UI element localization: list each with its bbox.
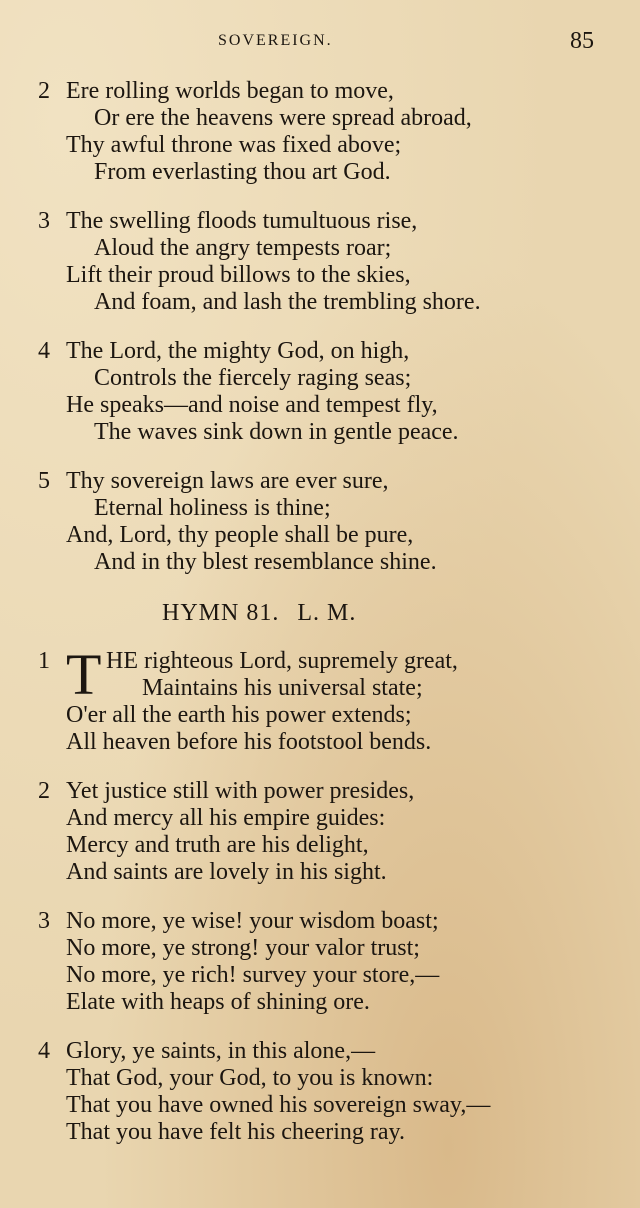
stanza — [38, 908, 598, 1016]
verse-line: Thy awful throne was fixed above; — [66, 132, 402, 158]
verse-line: That you have felt his cheering ray. — [66, 1119, 405, 1145]
verse-line: That God, your God, to you is known: — [66, 1065, 434, 1091]
stanza-number: 1 — [38, 648, 50, 674]
verse-line: Glory, ye saints, in this alone,— — [66, 1038, 376, 1064]
verse-line: Thy sovereign laws are ever sure, — [66, 468, 389, 494]
stanza — [38, 1038, 598, 1146]
hymn-label: HYMN 81. — [162, 600, 280, 626]
verse-line: And in thy blest resemblance shine. — [94, 549, 437, 575]
verse-line-rest: HE righteous Lord, supremely great, — [106, 648, 458, 674]
verse-line: Eternal holiness is thine; — [94, 495, 331, 521]
verse-line: Elate with heaps of shining ore. — [66, 989, 370, 1015]
page-header — [0, 28, 640, 58]
verse-line: The waves sink down in gentle peace. — [94, 419, 459, 445]
hymn-meter: L. M. — [297, 600, 357, 626]
verse-line: Lift their proud billows to the skies, — [66, 262, 411, 288]
verse-line: And mercy all his empire guides: — [66, 805, 386, 831]
verse-line: And foam, and lash the trembling shore. — [94, 289, 481, 315]
stanza — [38, 468, 598, 576]
verse-line: From everlasting thou art God. — [94, 159, 391, 185]
stanza-number: 2 — [38, 778, 50, 804]
verse-line: He speaks—and noise and tempest fly, — [66, 392, 438, 418]
verse-line: Controls the fiercely raging seas; — [94, 365, 412, 391]
verse-line: Maintains his universal state; — [142, 675, 423, 701]
page-number: 85 — [570, 28, 594, 54]
stanza-number: 5 — [38, 468, 50, 494]
stanza-number: 2 — [38, 78, 50, 104]
stanza-number: 3 — [38, 208, 50, 234]
verse-line: The swelling floods tumultuous rise, — [66, 208, 418, 234]
verse-line: That you have owned his sovereign sway,— — [66, 1092, 491, 1118]
drop-cap: T — [66, 642, 102, 707]
hymn-title — [38, 598, 598, 628]
stanza-number: 4 — [38, 338, 50, 364]
verse-line: O'er all the earth his power extends; — [66, 702, 412, 728]
verse-line: And, Lord, thy people shall be pure, — [66, 522, 414, 548]
verse-line: Mercy and truth are his delight, — [66, 832, 369, 858]
stanza — [38, 338, 598, 446]
verse-line: And saints are lovely in his sight. — [66, 859, 387, 885]
page-content — [38, 78, 598, 1168]
verse-line: No more, ye wise! your wisdom boast; — [66, 908, 439, 934]
verse-line: No more, ye rich! survey your store,— — [66, 962, 440, 988]
stanza-number: 3 — [38, 908, 50, 934]
verse-line: No more, ye strong! your valor trust; — [66, 935, 420, 961]
stanza — [38, 78, 598, 186]
verse-line: Or ere the heavens were spread abroad, — [94, 105, 472, 131]
verse-line: All heaven before his footstool bends. — [66, 729, 432, 755]
stanza — [38, 208, 598, 316]
verse-line: The Lord, the mighty God, on high, — [66, 338, 410, 364]
stanza-number: 4 — [38, 1038, 50, 1064]
verse-line: Ere rolling worlds began to move, — [66, 78, 394, 104]
running-head: SOVEREIGN. — [218, 32, 333, 49]
verse-line: Yet justice still with power presides, — [66, 778, 415, 804]
stanza-first — [38, 642, 598, 756]
stanza — [38, 778, 598, 886]
verse-line: Aloud the angry tempests roar; — [94, 235, 392, 261]
